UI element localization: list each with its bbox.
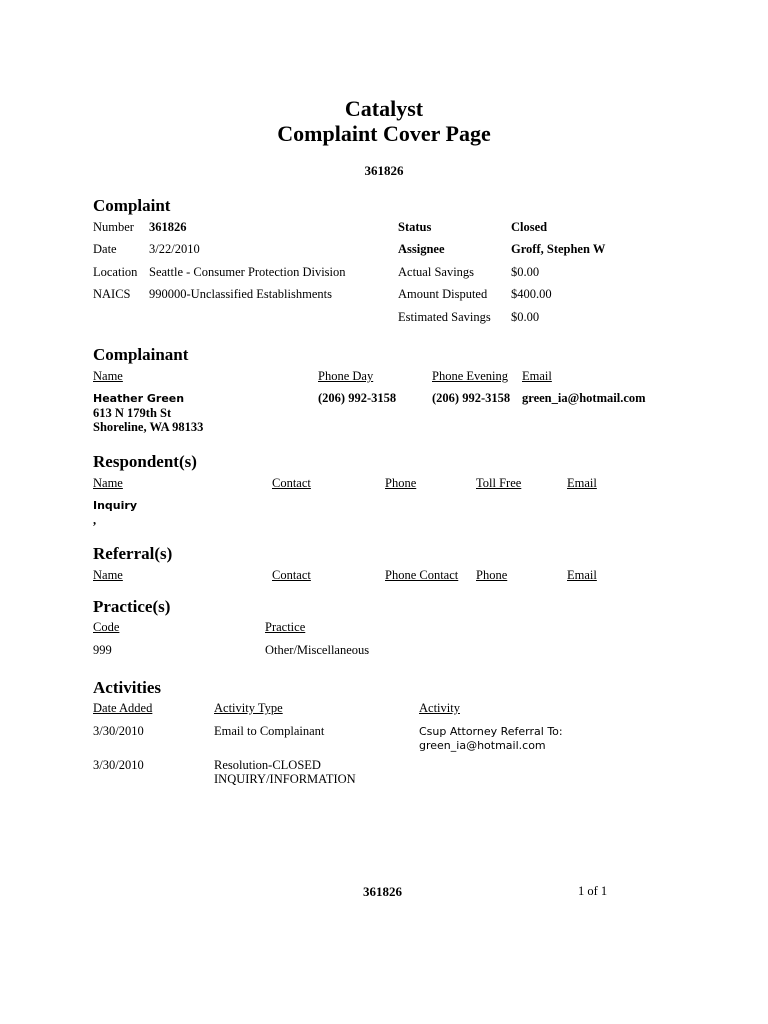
footer-complaint-number: 361826 — [363, 884, 402, 899]
assignee-value: Groff, Stephen W — [511, 242, 606, 256]
respondents-col-toll-free: Toll Free — [476, 476, 522, 490]
activities-heading: Activities — [93, 678, 161, 697]
complainant-phone-day: (206) 992-3158 — [318, 391, 397, 405]
complainant-heading: Complainant — [93, 345, 189, 364]
referrals-col-contact: Contact — [272, 568, 311, 582]
complainant-address2: Shoreline, WA 98133 — [93, 420, 204, 434]
amount-disputed-label: Amount Disputed — [398, 287, 488, 301]
complainant-col-name: Name — [93, 369, 123, 383]
respondents-col-email: Email — [567, 476, 597, 490]
practices-col-code: Code — [93, 620, 120, 634]
complainant-phone-evening: (206) 992-3158 — [432, 391, 511, 405]
complainant-col-phone-evening: Phone Evening — [432, 369, 509, 383]
referrals-heading: Referral(s) — [93, 544, 173, 563]
assignee-label: Assignee — [398, 242, 445, 256]
document-title: Catalyst — [344, 96, 424, 121]
location-label: Location — [93, 265, 138, 279]
number-value: 361826 — [149, 220, 187, 234]
estimated-savings-label: Estimated Savings — [398, 310, 491, 324]
activity-description-line2: green_ia@hotmail.com — [419, 739, 546, 752]
activity-description: Csup Attorney Referral To: — [419, 725, 563, 738]
actual-savings-value: $0.00 — [511, 265, 540, 279]
activities-col-activity: Activity — [419, 701, 460, 715]
activities-col-date: Date Added — [93, 701, 153, 715]
respondents-col-contact: Contact — [272, 476, 311, 490]
referrals-col-name: Name — [93, 568, 123, 582]
complainant-address1: 613 N 179th St — [93, 406, 172, 420]
complaint-number-header: 361826 — [364, 163, 404, 178]
practices-heading: Practice(s) — [93, 597, 171, 616]
referrals-col-email: Email — [567, 568, 597, 582]
status-value: Closed — [511, 220, 548, 234]
respondent-address: , — [93, 513, 97, 527]
activity-type: Resolution-CLOSED — [214, 758, 321, 772]
referrals-col-phone: Phone — [476, 568, 508, 582]
respondents-heading: Respondent(s) — [93, 452, 197, 471]
naics-label: NAICS — [93, 287, 131, 301]
activity-type: Email to Complainant — [214, 724, 325, 738]
complainant-email: green_ia@hotmail.com — [522, 391, 646, 405]
complainant-name: Heather Green — [93, 392, 185, 405]
location-value: Seattle - Consumer Protection Division — [149, 265, 346, 279]
activities-col-type: Activity Type — [214, 701, 283, 715]
respondent-name: Inquiry — [93, 499, 137, 512]
number-label: Number — [93, 220, 134, 234]
respondents-col-name: Name — [93, 476, 123, 490]
respondents-col-phone: Phone — [385, 476, 417, 490]
date-label: Date — [93, 242, 117, 256]
activity-type-line2: INQUIRY/INFORMATION — [214, 772, 356, 786]
naics-value: 990000-Unclassified Establishments — [149, 287, 332, 301]
activity-date: 3/30/2010 — [93, 724, 144, 738]
practice-code: 999 — [93, 643, 112, 657]
document-subtitle: Complaint Cover Page — [277, 121, 491, 146]
footer-page-number: 1 of 1 — [578, 884, 608, 898]
status-label: Status — [398, 220, 432, 234]
complaint-heading: Complaint — [93, 196, 171, 215]
actual-savings-label: Actual Savings — [398, 265, 475, 279]
activity-date: 3/30/2010 — [93, 758, 144, 772]
practices-col-practice: Practice — [265, 620, 306, 634]
complainant-col-email: Email — [522, 369, 552, 383]
estimated-savings-value: $0.00 — [511, 310, 540, 324]
practice-description: Other/Miscellaneous — [265, 643, 370, 657]
complainant-col-phone-day: Phone Day — [318, 369, 374, 383]
date-value: 3/22/2010 — [149, 242, 200, 256]
referrals-col-phone-contact: Phone Contact — [385, 568, 459, 582]
amount-disputed-value: $400.00 — [511, 287, 552, 301]
